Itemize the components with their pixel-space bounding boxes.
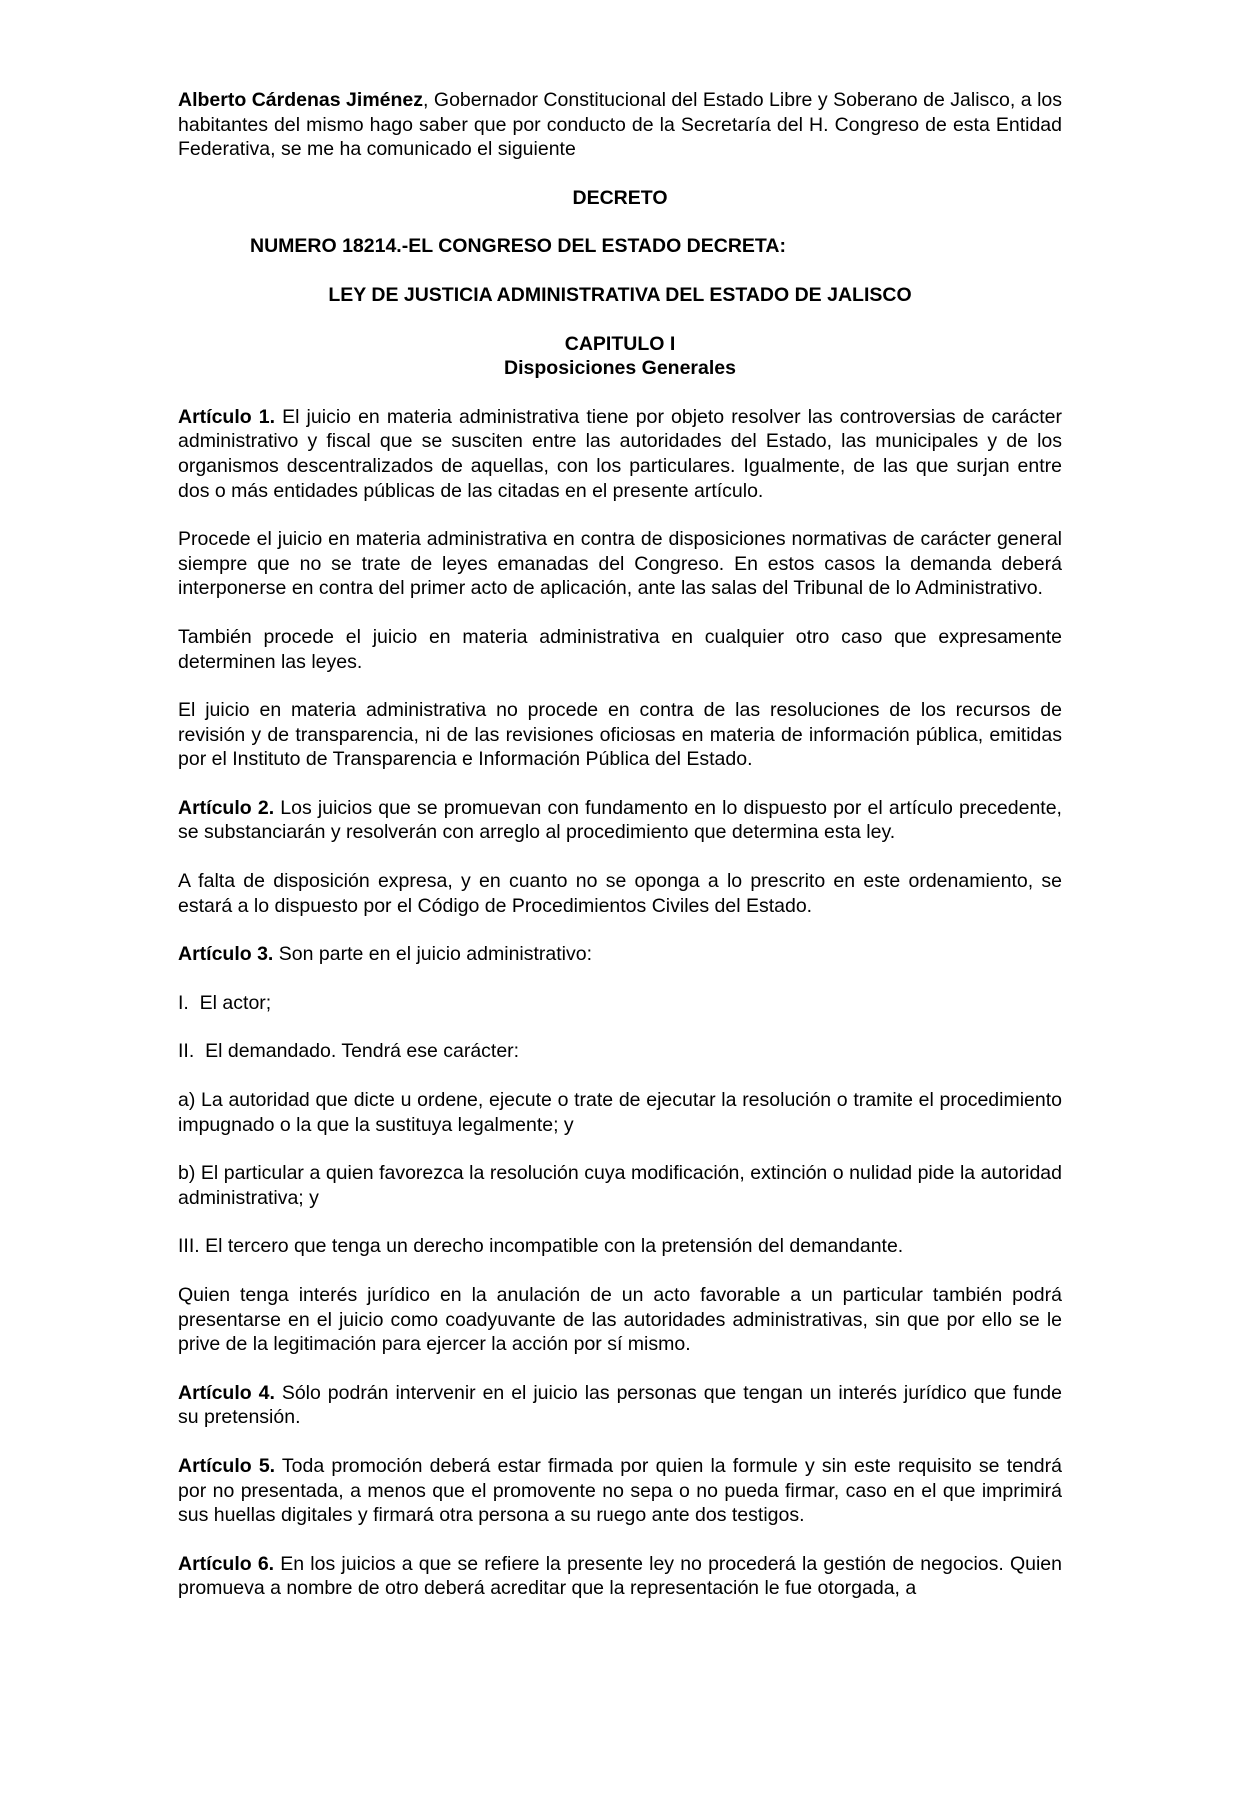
chapter-title: Disposiciones Generales bbox=[504, 357, 736, 380]
list-item: II. El demandado. Tendrá ese carácter: bbox=[178, 1040, 520, 1063]
article-label: Artículo 4. bbox=[178, 1381, 275, 1404]
article-label: Artículo 1. bbox=[178, 405, 276, 428]
paragraph: A falta de disposición expresa, y en cuanto no se oponga a lo prescrito en este ordenamiento, se estará a lo dispuesto por el Código de Procedimientos Civiles del Estado. bbox=[178, 870, 1062, 917]
article-text: Son parte en el juicio administrativo: bbox=[273, 943, 593, 966]
article-text: El juicio en materia administrativa tiene por objeto resolver las controversias de carácter administrativo y fiscal que se susciten entre las autoridades del Estado, las municipales y de los organismos descentralizados de aquellas, con los particulares. Igualmente, de las que surjan entre dos o más entidades públicas de las citadas en el presente artículo. bbox=[178, 405, 1062, 502]
chapter-number: CAPITULO I bbox=[564, 332, 676, 355]
article-3-paragraph bbox=[178, 942, 1062, 967]
decreto-heading: DECRETO bbox=[572, 186, 668, 209]
article-label: Artículo 3. bbox=[178, 943, 274, 966]
paragraph: Procede el juicio en materia administrativa en contra de disposiciones normativas de carácter general siempre que no se trate de leyes emanadas del Congreso. En estos casos la demanda deberá interponerse en contra del primer acto de aplicación, ante las salas del Tribunal de lo Administrativo. bbox=[178, 528, 1062, 600]
article-4-paragraph bbox=[178, 1381, 1062, 1430]
list-item: a) La autoridad que dicte u ordene, ejecute o trate de ejecutar la resolución o tramite el procedimiento impugnado o la que la sustituya legalmente; y bbox=[178, 1089, 1062, 1136]
decree-number-heading: NUMERO 18214.-EL CONGRESO DEL ESTADO DECRETA: bbox=[250, 235, 786, 258]
article-text: En los juicios a que se refiere la presente ley no procederá la gestión de negocios. Quien promueva a nombre de otro deberá acreditar que la representación le fue otorgada, a bbox=[178, 1552, 1062, 1600]
article-label: Artículo 6. bbox=[178, 1552, 275, 1575]
article-text: Los juicios que se promuevan con fundamento en lo dispuesto por el artículo precedente, se substanciarán y resolverán con arreglo al procedimiento que determina esta ley. bbox=[178, 796, 1062, 844]
paragraph: El juicio en materia administrativa no procede en contra de las resoluciones de los recursos de revisión y de transparencia, ni de las revisiones oficiosas en materia de información pública, emitidas por el Instituto de Transparencia e Información Pública del Estado. bbox=[178, 699, 1062, 771]
article-text: Toda promoción deberá estar firmada por quien la formule y sin este requisito se tendrá por no presentada, a menos que el promovente no sepa o no pueda firmar, caso en el que imprimirá sus huellas digitales y firmará otra persona a su ruego ante dos testigos. bbox=[178, 1454, 1062, 1527]
governor-name: Alberto Cárdenas Jiménez bbox=[178, 89, 424, 111]
article-text: Sólo podrán intervenir en el juicio las personas que tengan un interés jurídico que funde su pretensión. bbox=[178, 1381, 1062, 1429]
intro-paragraph bbox=[178, 88, 1062, 162]
article-6-paragraph bbox=[178, 1552, 1062, 1601]
intro-text: , Gobernador Constitucional del Estado Libre y Soberano de Jalisco, a los habitantes del mismo hago saber que por conducto de la Secretaría del H. Congreso de esta Entidad Federativa, se me ha comunicado el siguiente bbox=[178, 89, 1062, 161]
list-item: I. El actor; bbox=[178, 991, 272, 1014]
paragraph: También procede el juicio en materia administrativa en cualquier otro caso que expresamente determinen las leyes. bbox=[178, 625, 1062, 673]
list-item: III. El tercero que tenga un derecho incompatible con la pretensión del demandante. bbox=[178, 1235, 904, 1258]
article-1-paragraph bbox=[178, 405, 1062, 503]
article-label: Artículo 5. bbox=[178, 1454, 276, 1477]
paragraph: Quien tenga interés jurídico en la anulación de un acto favorable a un particular también podrá presentarse en el juicio como coadyuvante de las autoridades administrativas, sin que por ello se le prive de la legitimación para ejercer la acción por sí mismo. bbox=[178, 1284, 1062, 1356]
article-2-paragraph bbox=[178, 796, 1062, 845]
article-5-paragraph bbox=[178, 1454, 1062, 1528]
list-item: b) El particular a quien favorezca la resolución cuya modificación, extinción o nulidad pide la autoridad administrativa; y bbox=[178, 1162, 1062, 1209]
article-label: Artículo 2. bbox=[178, 796, 275, 819]
law-title: LEY DE JUSTICIA ADMINISTRATIVA DEL ESTADO DE JALISCO bbox=[328, 283, 912, 306]
